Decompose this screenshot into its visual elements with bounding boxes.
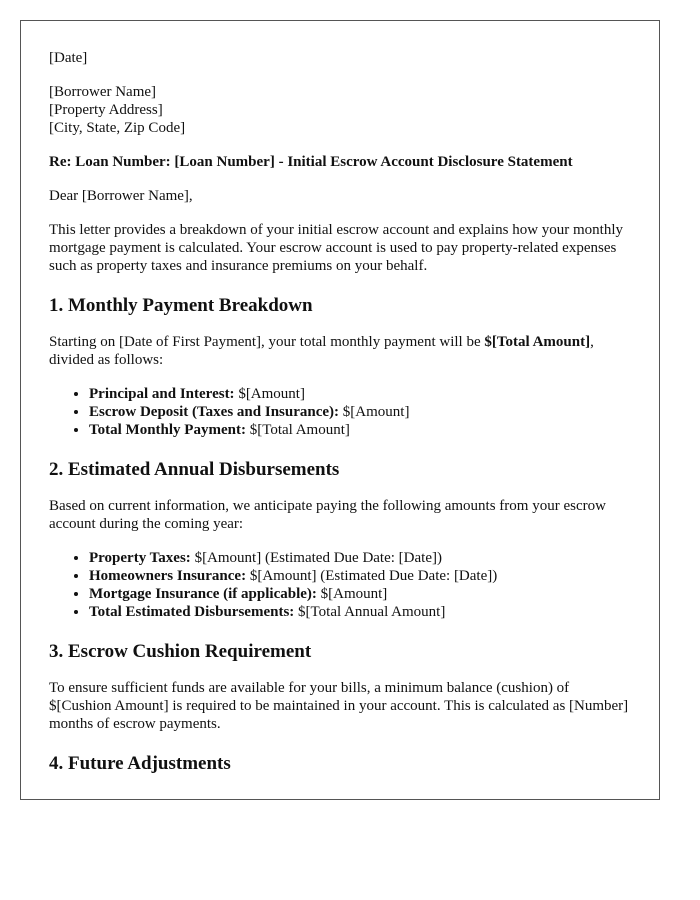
- annual-disbursement-list: [49, 549, 634, 621]
- intro-paragraph: This letter provides a breakdown of your initial escrow account and explains how your monthly mortgage payment is calculated. Your escrow account is used to pay property-related expenses such as property taxes and insurance premiums on your behalf.: [49, 222, 624, 274]
- section-heading-future: 4. Future Adjustments: [49, 753, 231, 774]
- list-item-label: Property Taxes:: [89, 550, 191, 566]
- monthly-paragraph: [49, 333, 634, 369]
- list-item: [89, 385, 634, 403]
- section-heading-cushion: 3. Escrow Cushion Requirement: [49, 641, 312, 662]
- section-heading-annual: 2. Estimated Annual Disbursements: [49, 459, 340, 480]
- list-item: [89, 603, 634, 621]
- borrower-name: [Borrower Name]: [49, 84, 157, 100]
- property-address: [Property Address]: [49, 102, 163, 118]
- monthly-text-after: , divided as follows:: [49, 334, 594, 368]
- list-item-value: $[Total Annual Amount]: [294, 604, 446, 620]
- list-item-value: $[Amount]: [234, 386, 305, 402]
- salutation: Dear [Borrower Name],: [49, 188, 193, 204]
- list-item-label: Escrow Deposit (Taxes and Insurance):: [89, 404, 340, 420]
- list-item-value: $[Amount]: [316, 586, 388, 602]
- annual-paragraph: Based on current information, we anticipate paying the following amounts from your escrow account during the coming year:: [49, 498, 606, 532]
- list-item-label: Principal and Interest:: [89, 386, 235, 402]
- list-item: [89, 585, 634, 603]
- date-line: [Date]: [49, 50, 88, 66]
- list-item-value: $[Amount] (Estimated Due Date: [Date]): [246, 568, 498, 584]
- list-item-value: $[Amount]: [339, 404, 410, 420]
- letter-page: [20, 20, 660, 800]
- monthly-text-before: Starting on [Date of First Payment], your total monthly payment will be: [49, 334, 485, 350]
- list-item-label: Total Estimated Disbursements:: [89, 604, 295, 620]
- list-item-value: $[Amount] (Estimated Due Date: [Date]): [190, 550, 442, 566]
- list-item: [89, 567, 634, 585]
- subject-line: Re: Loan Number: [Loan Number] - Initial Escrow Account Disclosure Statement: [49, 154, 573, 170]
- section-heading-monthly: 1. Monthly Payment Breakdown: [49, 295, 313, 316]
- list-item: [89, 403, 634, 421]
- list-item-value: $[Total Amount]: [245, 422, 350, 438]
- monthly-total-amount: $[Total Amount]: [484, 334, 591, 350]
- monthly-breakdown-list: [49, 385, 634, 439]
- list-item: [89, 549, 634, 567]
- letter-body: [49, 49, 634, 791]
- city-state-zip: [City, State, Zip Code]: [49, 120, 186, 136]
- list-item: [89, 421, 634, 439]
- list-item-label: Homeowners Insurance:: [89, 568, 247, 584]
- list-item-label: Mortgage Insurance (if applicable):: [89, 586, 317, 602]
- recipient-address-block: [49, 83, 634, 137]
- cushion-paragraph: To ensure sufficient funds are available for your bills, a minimum balance (cushion) of $[Cushion Amount] is required to be maintained in your account. This is calculated as [Number] months of escrow payments.: [49, 680, 629, 732]
- list-item-label: Total Monthly Payment:: [89, 422, 246, 438]
